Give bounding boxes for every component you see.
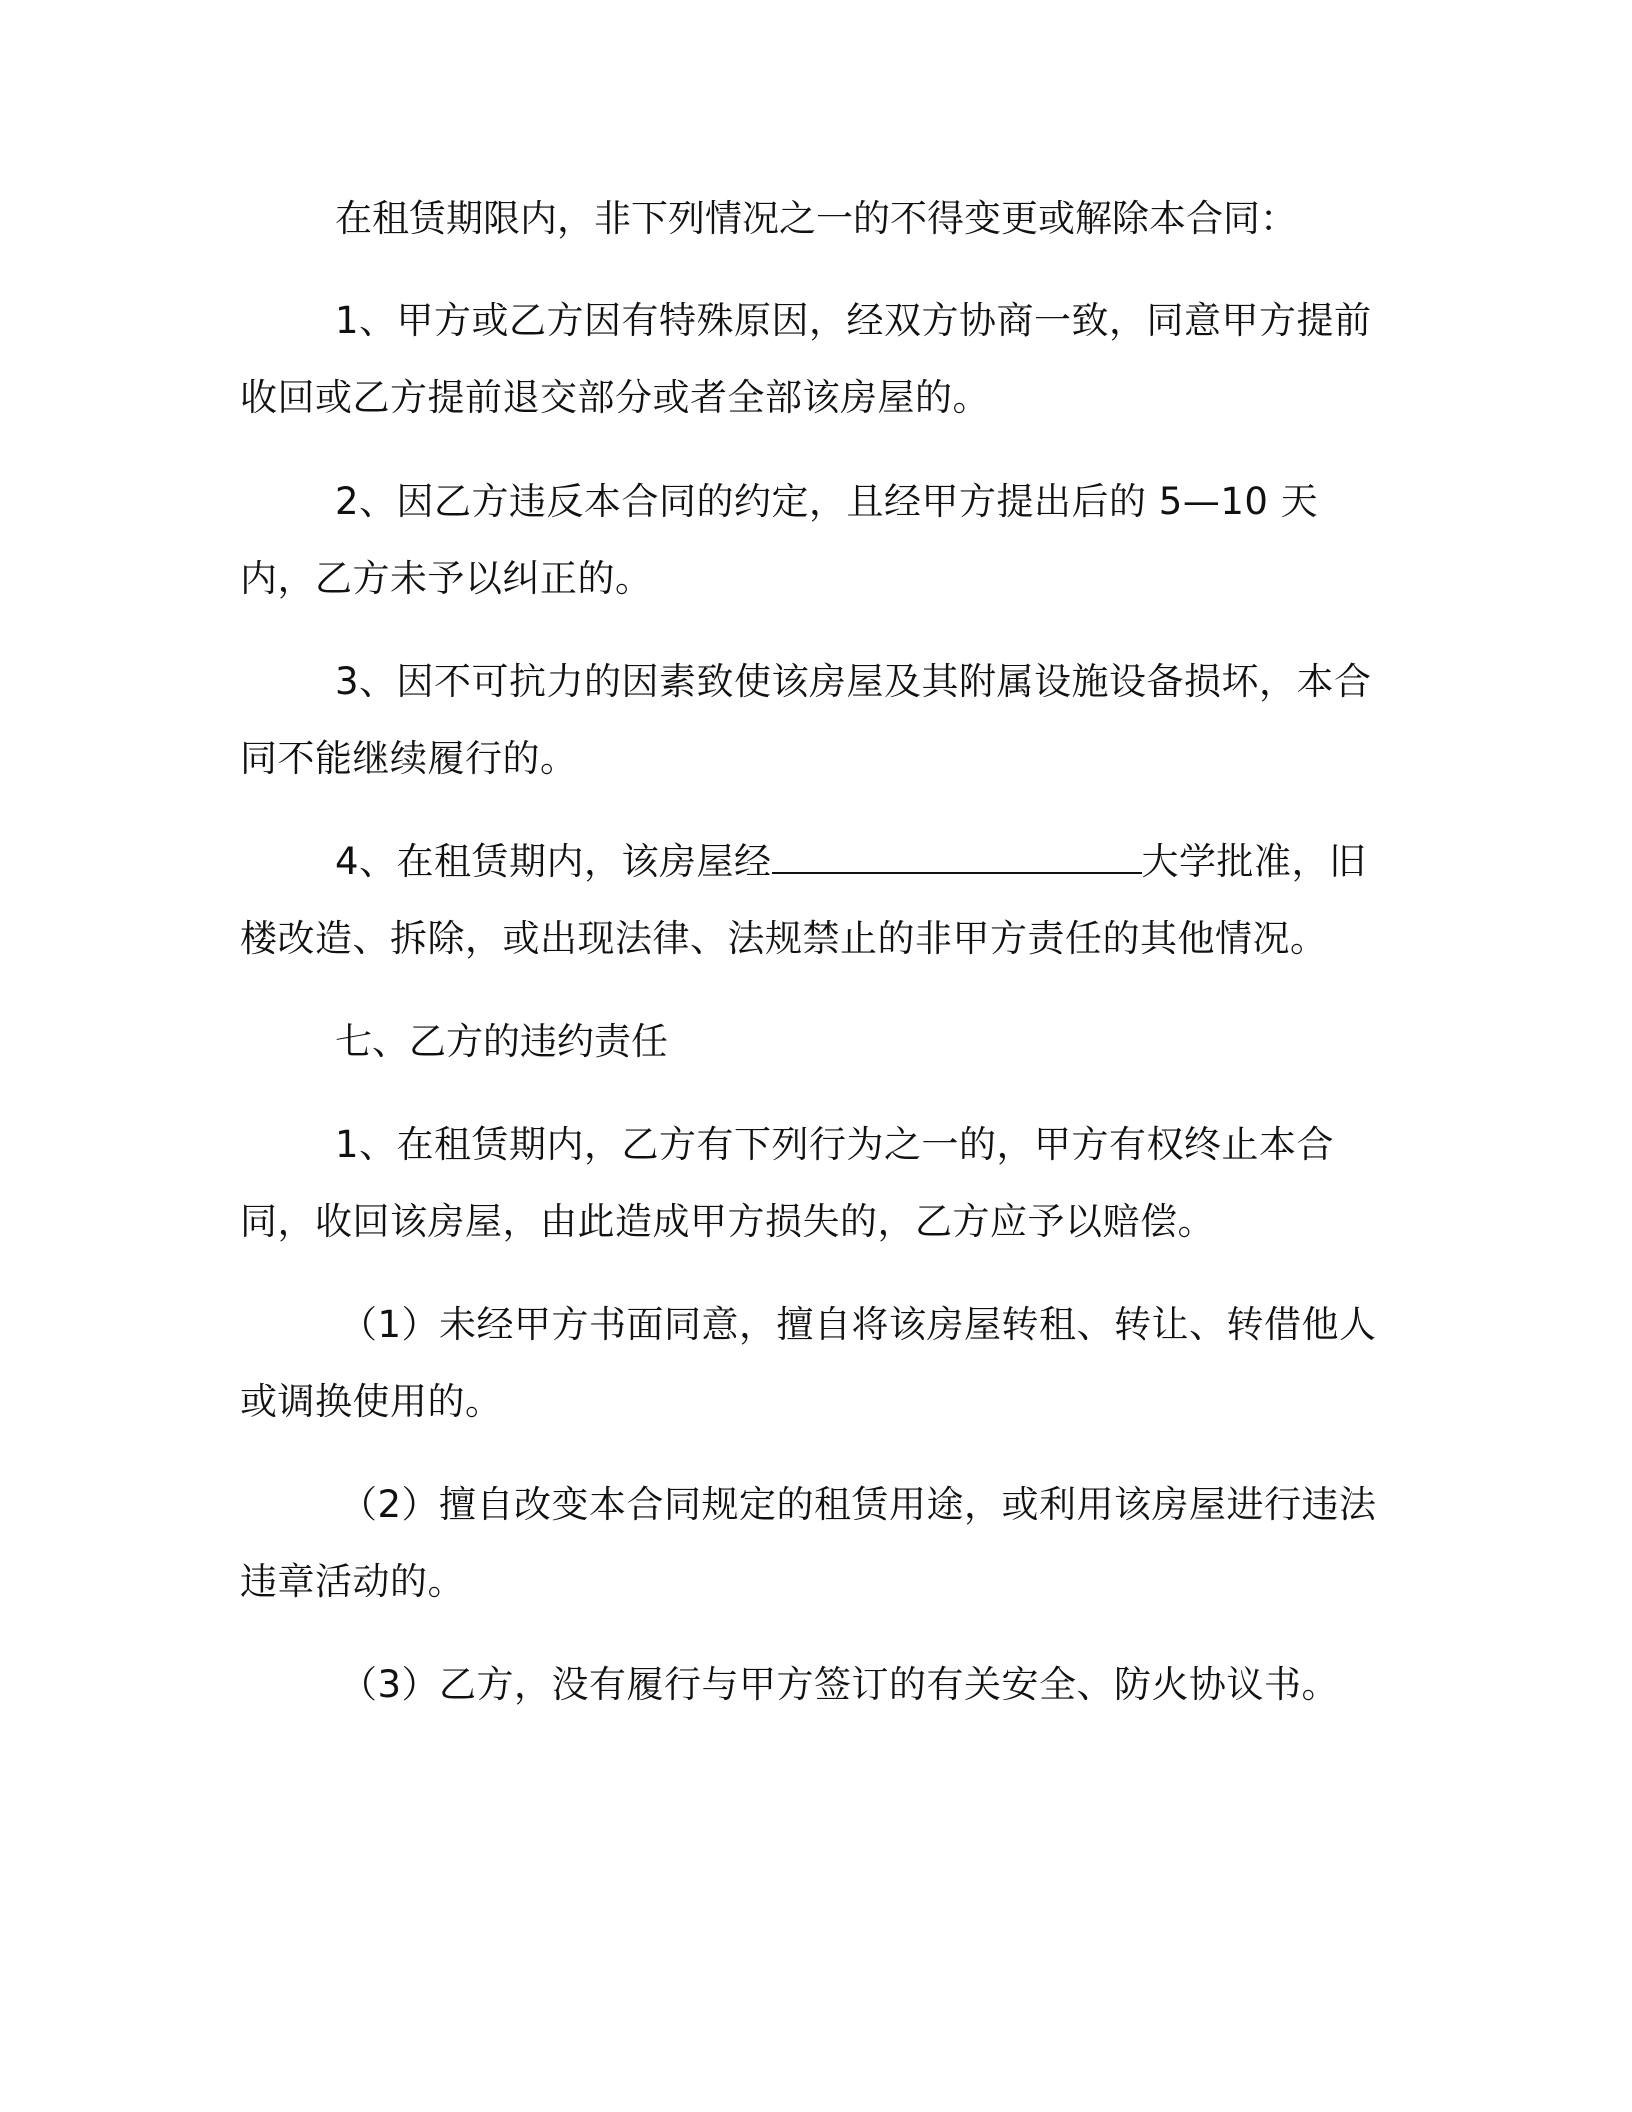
- sub-item-1: （1）未经甲方书面同意，擅自将该房屋转租、转让、转借他人或调换使用的。: [240, 1303, 1377, 1423]
- intro-paragraph: 在租赁期限内，非下列情况之一的不得变更或解除本合同：: [335, 197, 1297, 240]
- section-heading: 七、乙方的违约责任: [335, 1020, 668, 1063]
- clause-item-4-after: 大学批准，旧楼改造、拆除，或出现法律、法规禁止的非甲方责任的其他情况。: [240, 840, 1367, 960]
- fill-in-blank: [772, 842, 1142, 874]
- clause-item-1: 1、甲方或乙方因有特殊原因，经双方协商一致，同意甲方提前收回或乙方提前退交部分或者全部该房屋的。: [240, 299, 1372, 419]
- clause-item-2: 2、因乙方违反本合同的约定，且经甲方提出后的 5—10 天内，乙方未予以纠正的。: [240, 480, 1319, 600]
- sub-item-2: （2）擅自改变本合同规定的租赁用途，或利用该房屋进行违法违章活动的。: [240, 1483, 1377, 1603]
- sub-item-3: （3）乙方，没有履行与甲方签订的有关安全、防火协议书。: [340, 1663, 1340, 1706]
- section-clause-1: 1、在租赁期内，乙方有下列行为之一的，甲方有权终止本合同，收回该房屋，由此造成甲方损失的，乙方应予以赔偿。: [240, 1123, 1335, 1243]
- clause-item-3: 3、因不可抗力的因素致使该房屋及其附属设施设备损坏，本合同不能继续履行的。: [240, 660, 1372, 780]
- clause-item-4: [240, 823, 1390, 977]
- clause-item-4-before: 4、在租赁期内，该房屋经: [335, 840, 772, 883]
